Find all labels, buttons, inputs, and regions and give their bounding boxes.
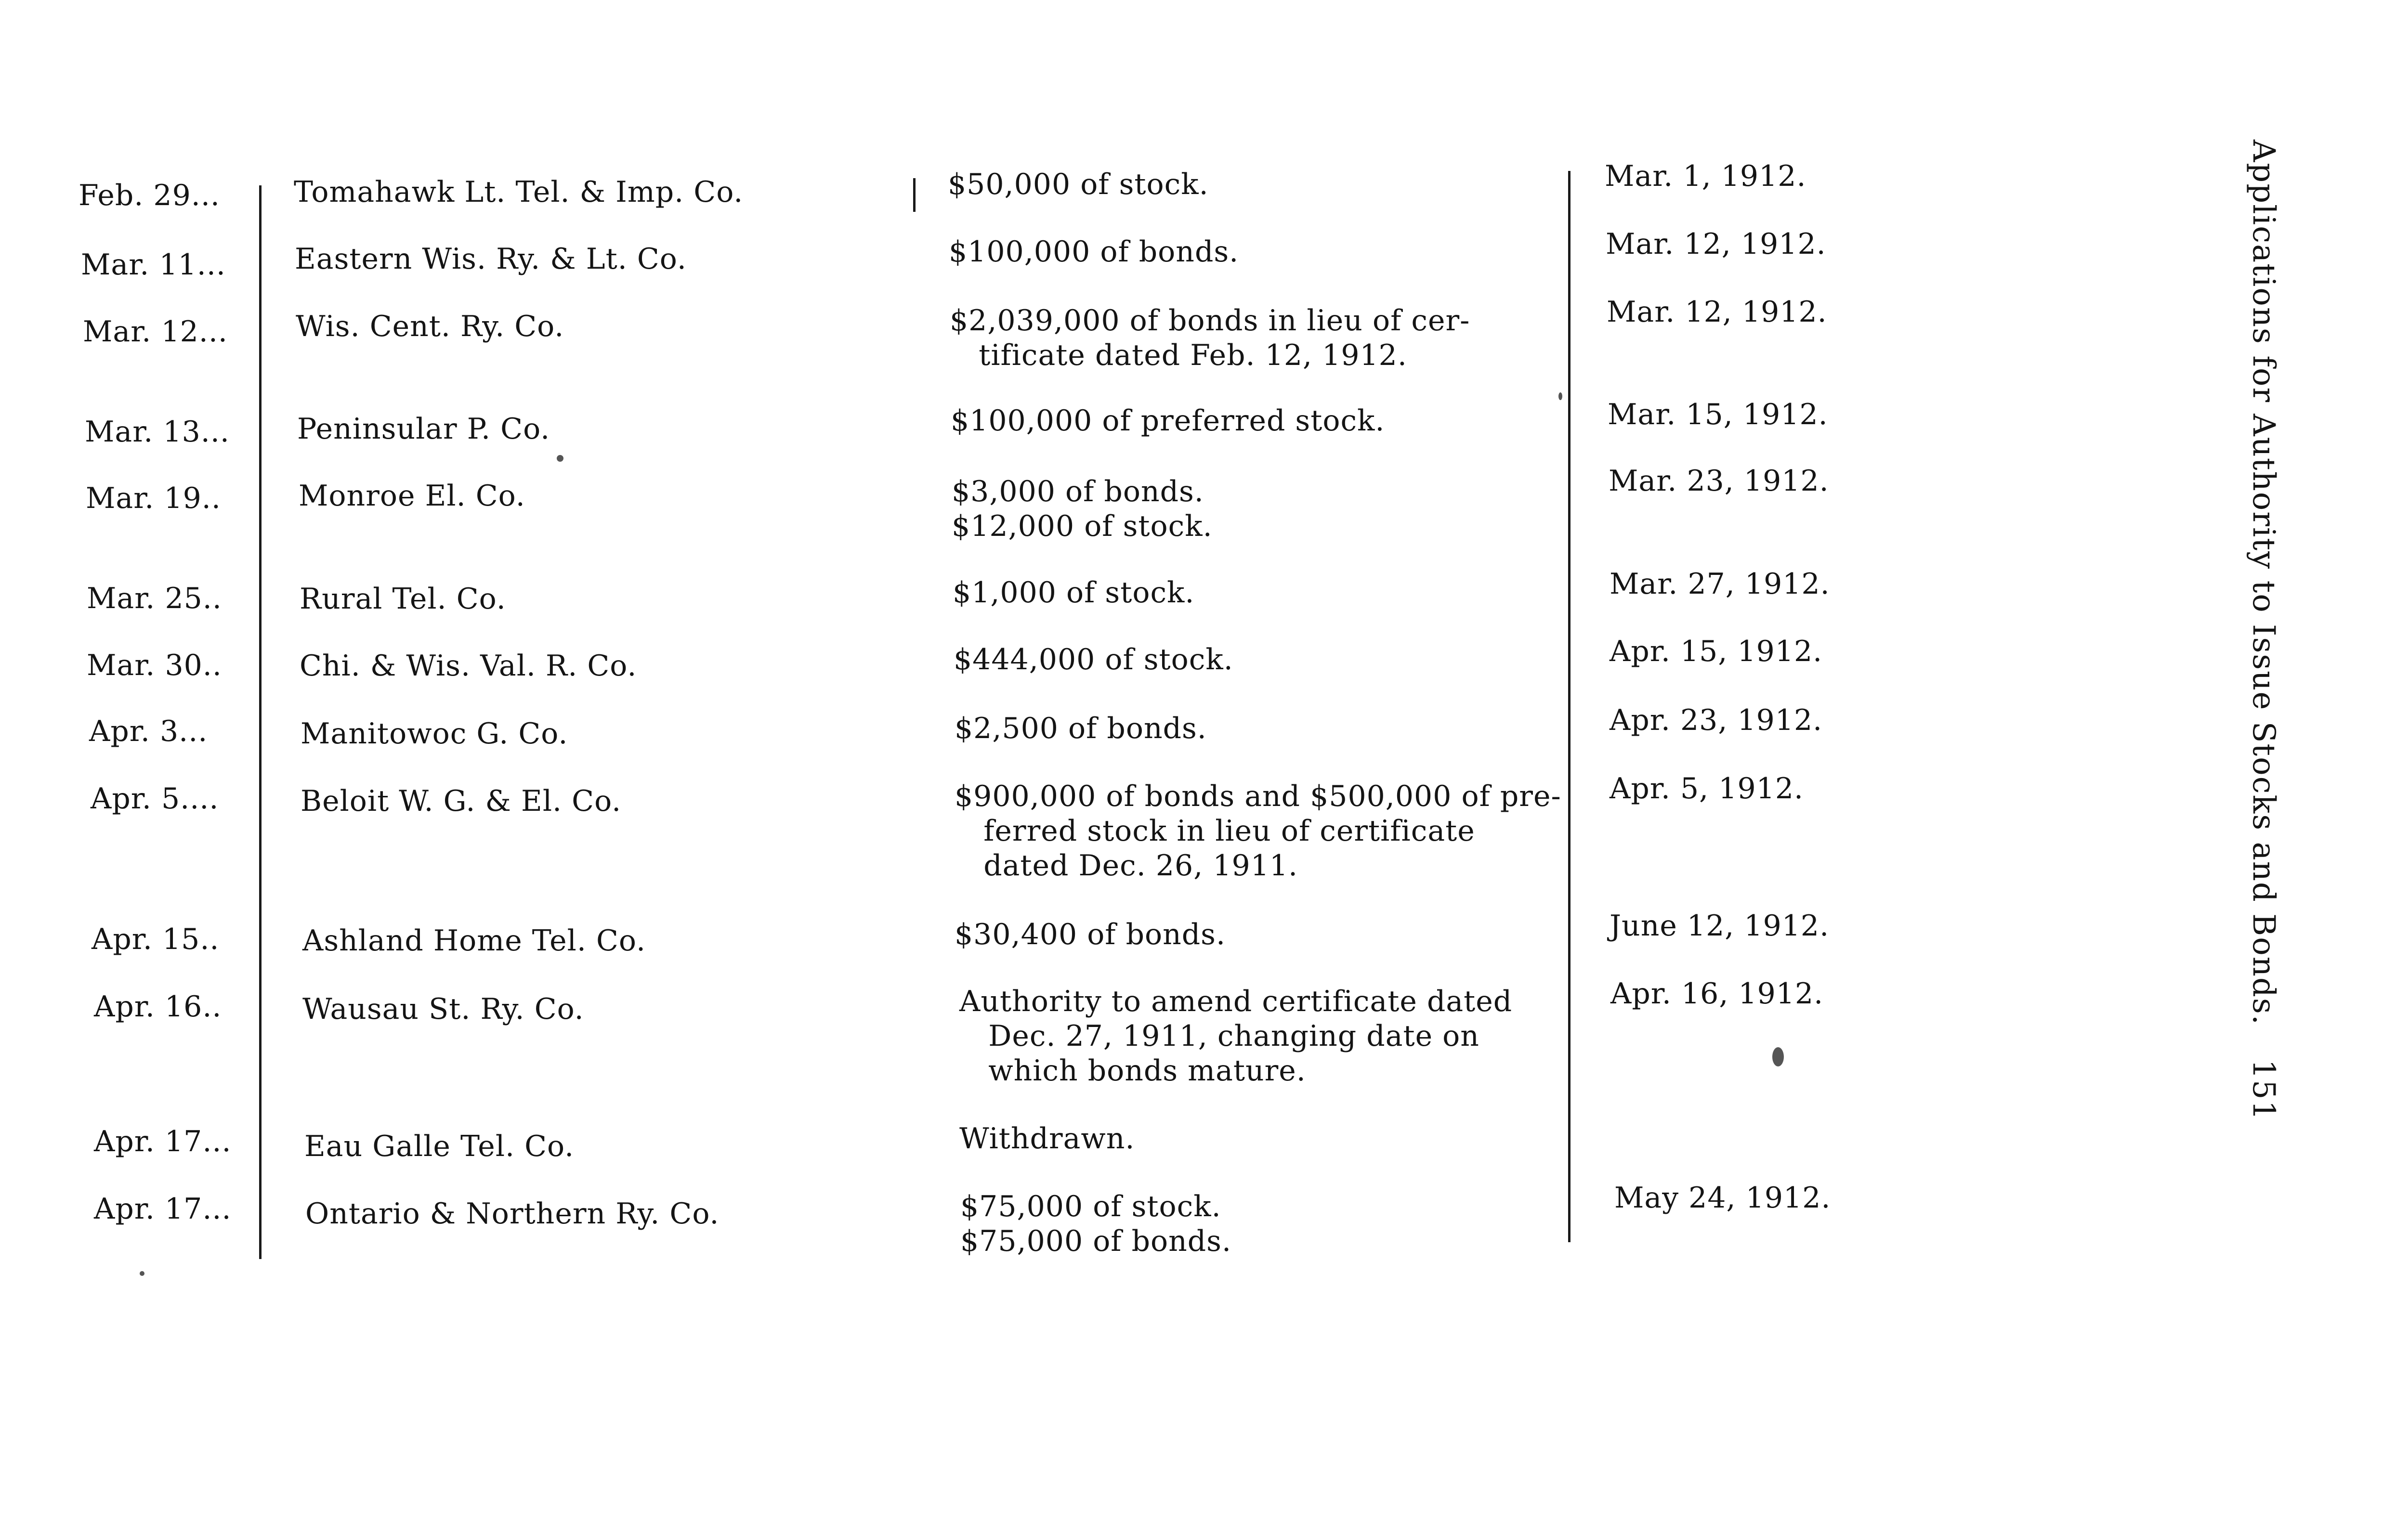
- column-rule-date-company: [259, 185, 262, 1259]
- row-9-company: Beloit W. G. & El. Co.: [301, 784, 622, 818]
- row-12-company: Eau Galle Tel. Co.: [304, 1130, 575, 1163]
- row-10-description: $30,400 of bonds.: [955, 918, 1226, 951]
- row-11-description: Authority to amend certificate dated Dec. 27, 1911, changing date on which bonds mature.: [959, 985, 1513, 1088]
- row-13-date: Apr. 17...: [94, 1192, 232, 1226]
- row-3-decision: Mar. 12, 1912.: [1607, 295, 1827, 329]
- row-8-decision: Apr. 23, 1912.: [1610, 703, 1823, 737]
- running-head-title: Applications for Authority to Issue Stocks and Bonds.: [2246, 140, 2281, 1026]
- column-rule-description-decision: [1568, 171, 1570, 1242]
- scan-speck: [1772, 1047, 1784, 1066]
- row-1-company: Tomahawk Lt. Tel. & Imp. Co.: [294, 175, 744, 209]
- row-9-description: $900,000 of bonds and $500,000 of pre- ferred stock in lieu of certificate dated Dec. 26, 1911.: [955, 779, 1561, 883]
- row-6-date: Mar. 25..: [87, 582, 222, 615]
- row-2-company: Eastern Wis. Ry. & Lt. Co.: [295, 242, 687, 276]
- row-5-description: $3,000 of bonds. $12,000 of stock.: [952, 475, 1213, 543]
- row-2-description: $100,000 of bonds.: [949, 235, 1239, 269]
- scan-speck: [557, 455, 563, 462]
- running-head: [2244, 140, 2283, 1121]
- row-4-description: $100,000 of preferred stock.: [951, 404, 1385, 438]
- row-1-date: Feb. 29...: [79, 179, 220, 212]
- row-13-decision: May 24, 1912.: [1614, 1181, 1831, 1215]
- row-8-company: Manitowoc G. Co.: [301, 717, 568, 751]
- row-5-company: Monroe El. Co.: [299, 479, 525, 513]
- row-11-decision: Apr. 16, 1912.: [1610, 977, 1824, 1011]
- row-2-decision: Mar. 12, 1912.: [1606, 227, 1826, 261]
- row-13-company: Ontario & Northern Ry. Co.: [305, 1197, 720, 1231]
- row-12-description: Withdrawn.: [959, 1122, 1135, 1156]
- row-1-decision: Mar. 1, 1912.: [1605, 159, 1806, 193]
- row-7-date: Mar. 30..: [87, 649, 222, 682]
- row-6-decision: Mar. 27, 1912.: [1610, 567, 1830, 601]
- scan-speck: [1558, 392, 1562, 400]
- row-7-company: Chi. & Wis. Val. R. Co.: [300, 649, 637, 683]
- row-8-date: Apr. 3...: [89, 715, 208, 748]
- row-2-date: Mar. 11...: [81, 248, 226, 282]
- row-12-date: Apr. 17...: [94, 1125, 232, 1158]
- row-4-date: Mar. 13...: [85, 415, 230, 449]
- row-5-decision: Mar. 23, 1912.: [1609, 464, 1829, 498]
- row-7-decision: Apr. 15, 1912.: [1610, 635, 1823, 668]
- row-4-company: Peninsular P. Co.: [297, 412, 550, 446]
- scan-speck: [140, 1271, 144, 1276]
- row-1-description: $50,000 of stock.: [948, 168, 1209, 201]
- row-3-company: Wis. Cent. Ry. Co.: [296, 310, 564, 343]
- row-11-date: Apr. 16..: [94, 990, 222, 1024]
- row-11-company: Wausau St. Ry. Co.: [302, 992, 584, 1026]
- row-7-description: $444,000 of stock.: [954, 643, 1233, 676]
- row-10-decision: June 12, 1912.: [1610, 909, 1830, 943]
- row-9-decision: Apr. 5, 1912.: [1610, 772, 1804, 805]
- row-5-date: Mar. 19..: [86, 481, 221, 515]
- row-3-description: $2,039,000 of bonds in lieu of cer- tificate dated Feb. 12, 1912.: [950, 304, 1470, 372]
- row-6-description: $1,000 of stock.: [953, 576, 1195, 610]
- row-3-date: Mar. 12...: [83, 315, 228, 349]
- row-10-date: Apr. 15..: [92, 922, 220, 956]
- row-6-company: Rural Tel. Co.: [300, 582, 506, 616]
- row-8-description: $2,500 of bonds.: [955, 712, 1207, 745]
- row-10-company: Ashland Home Tel. Co.: [302, 924, 646, 958]
- column-rule-company-description: [913, 178, 916, 212]
- row-9-date: Apr. 5....: [91, 782, 219, 816]
- row-4-decision: Mar. 15, 1912.: [1608, 398, 1828, 431]
- row-13-description: $75,000 of stock. $75,000 of bonds.: [960, 1190, 1232, 1258]
- page-number: 151: [2246, 1059, 2281, 1121]
